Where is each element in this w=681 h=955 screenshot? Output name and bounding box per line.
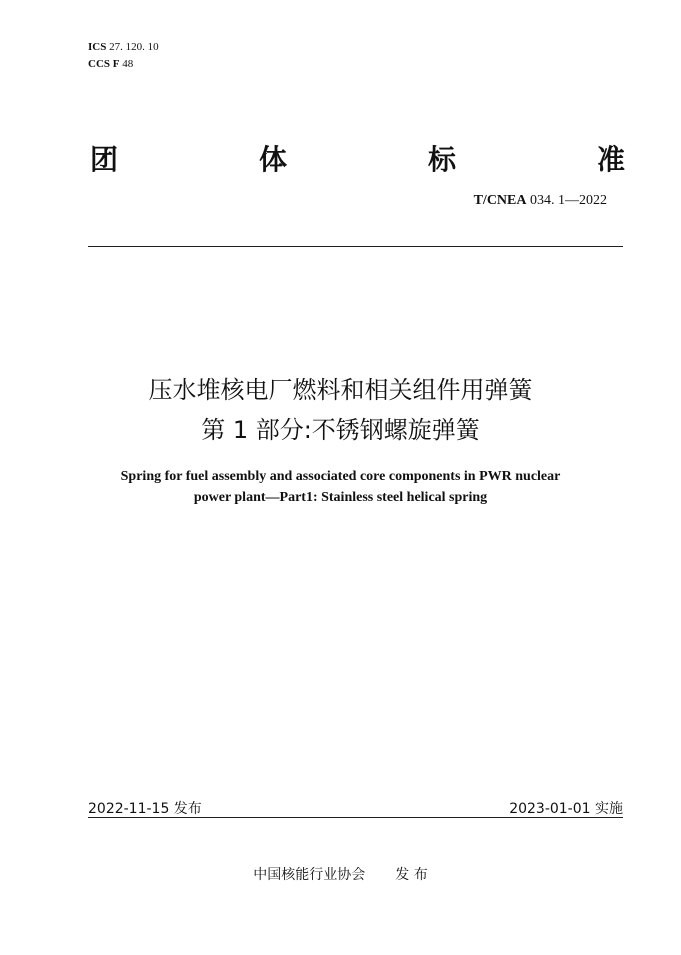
standard-type-char-3: 标	[427, 143, 456, 176]
standard-type-char-4: 准	[596, 143, 625, 176]
publisher-line	[0, 864, 681, 884]
ics-value: 27. 120. 10	[109, 41, 159, 53]
top-divider	[88, 246, 623, 247]
standard-type-char-1: 团	[90, 143, 119, 176]
standard-type-char-2: 体	[258, 143, 287, 176]
english-title-line-1: Spring for fuel assembly and associated core components in PWR nuclear	[120, 469, 561, 484]
ccs-label: CCS F	[88, 58, 120, 70]
ics-classification	[88, 41, 159, 53]
ics-label: ICS	[88, 41, 107, 53]
english-title-line-2: power plant—Part1: Stainless steel helical spring	[193, 490, 488, 505]
bottom-divider	[88, 817, 623, 818]
standard-code	[474, 193, 607, 209]
publisher-action: 发 布	[395, 867, 428, 883]
ccs-classification	[88, 58, 133, 70]
chinese-title-line-1: 压水堆核电厂燃料和相关组件用弹簧	[148, 376, 533, 404]
ccs-value: 48	[122, 58, 134, 70]
standard-code-number: 034. 1—2022	[530, 193, 607, 208]
issue-date: 2022-11-15 发布	[88, 801, 202, 817]
standard-type-heading	[90, 138, 625, 178]
chinese-title-line-2: 第 1 部分:不锈钢螺旋弹簧	[201, 416, 480, 444]
standard-code-prefix: T/CNEA	[473, 193, 527, 208]
publisher-name: 中国核能行业协会	[253, 867, 366, 883]
implementation-date: 2023-01-01 实施	[509, 801, 623, 817]
